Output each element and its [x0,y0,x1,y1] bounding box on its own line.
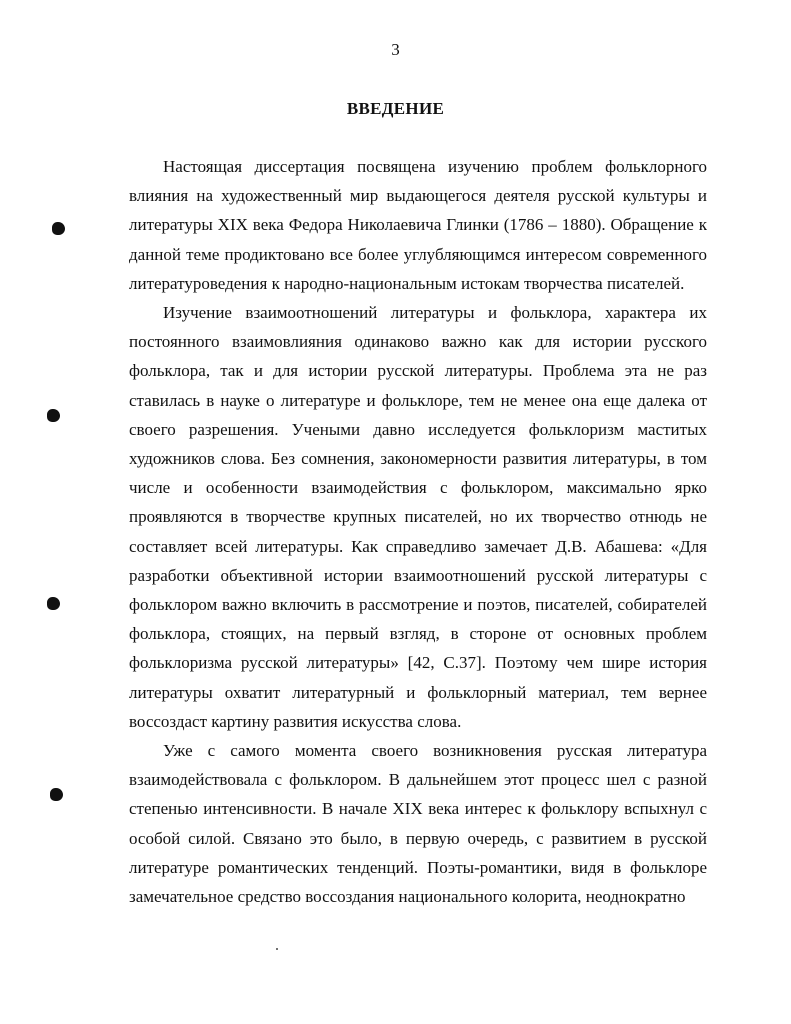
paragraph-2: Изучение взаимоотношений литературы и фольклора, характера их постоянного взаимовлияния одинаково важно как для истории русского фольклора, так и для истории русской литературы. Проблема эта не раз ставилась в науке о литературе и фольклоре, тем не менее она еще далека от своего разрешения. Учеными давно исследуется фольклоризм маститых художников слова. Без сомнения, закономерности развития литературы, в том числе и особенности взаимодействия с фольклором, максимально ярко проявляются в творчестве крупных писателей, но их творчество отнюдь не составляет всей литературы. Как справедливо замечает Д.В. Абашева: «Для разработки объективной истории взаимоотношений русской литературы с фольклором важно включить в рассмотрение и поэтов, писателей, собирателей фольклора, стоящих, на первый взгляд, в стороне от основных проблем фольклоризма русской литературы» [42, С.37]. Поэтому чем шире история литературы охватит литературный и фольклорный материал, тем вернее воссоздаст картину развития искусства слова. [129,303,707,731]
page-number: 3 [391,40,400,59]
binder-hole-4 [50,788,63,801]
binder-hole-1 [52,222,65,235]
binder-hole-3 [47,597,60,610]
page-title: ВВЕДЕНИЕ [346,99,445,118]
paragraph-1: Настоящая диссертация посвящена изучению проблем фольклорного влияния на художественный мир выдающегося деятеля русской культуры и литературы XIX века Федора Николаевича Глинки (1786 – 1880). Обращение к данной теме продиктовано все более углубляющимся интересом современного литературоведения к народно-национальным истокам творчества писателей. [129,157,707,293]
scan-speck [276,948,278,950]
body-text [129,152,707,911]
paragraph-3: Уже с самого момента своего возникновения русская литература взаимодействовала с фольклором. В дальнейшем этот процесс шел с разной степенью интенсивности. В начале XIX века интерес к фольклору вспыхнул с особой силой. Связано это было, в первую очередь, с развитием в русской литературе романтических тенденций. Поэты-романтики, видя в фольклоре замечательное средство воссоздания национального колорита, неоднократно [129,741,707,907]
binder-hole-2 [47,409,60,422]
